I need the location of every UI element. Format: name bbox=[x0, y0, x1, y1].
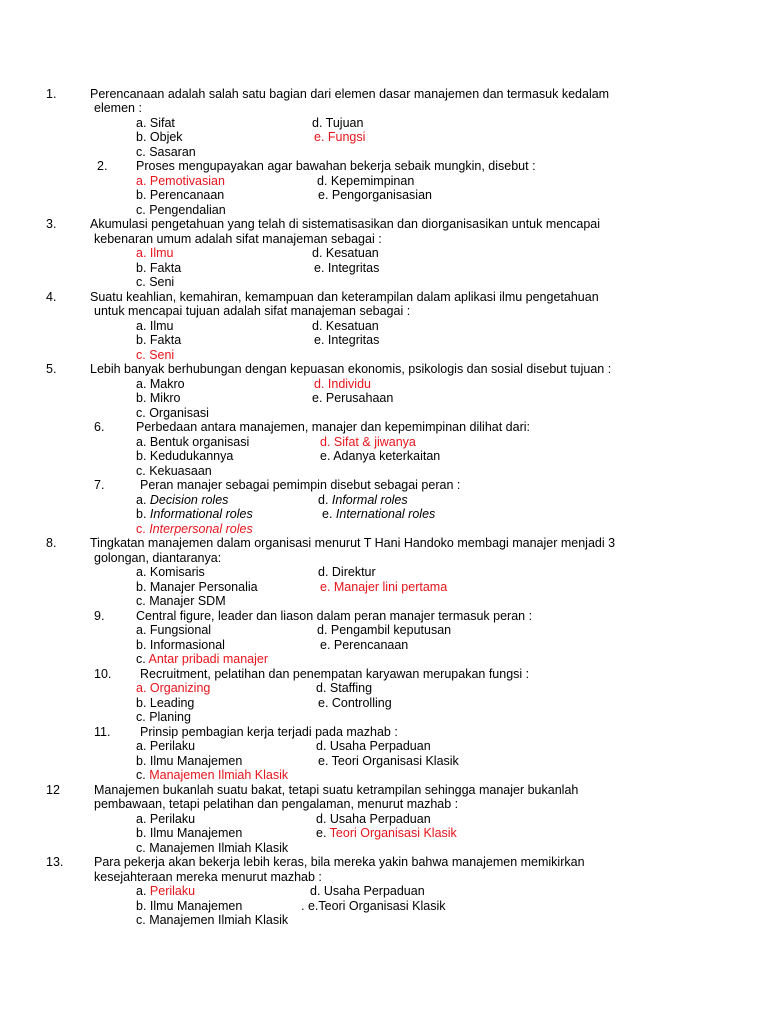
option-c: c. Pengendalian bbox=[136, 203, 226, 217]
question-number: 6. bbox=[94, 420, 105, 434]
option-b: b. Fakta bbox=[136, 333, 182, 347]
question-text: Manajemen bukanlah suatu bakat, tetapi suatu ketrampilan sehingga manajer bukanlah bbox=[94, 783, 579, 797]
option-d: d. Kepemimpinan bbox=[317, 174, 415, 188]
option-c: c. Sasaran bbox=[136, 145, 196, 159]
option-c-answer: c. Manajemen Ilmiah Klasik bbox=[136, 768, 289, 782]
question-number: 2. bbox=[97, 159, 108, 173]
question-text: Proses mengupayakan agar bawahan bekerja sebaik mungkin, disebut : bbox=[136, 159, 536, 173]
question-text: untuk mencapai tujuan adalah sifat manajeman sebagai : bbox=[94, 304, 411, 318]
option-e: e. Integritas bbox=[314, 333, 380, 347]
question-number: 7. bbox=[94, 478, 105, 492]
option-b: b. Mikro bbox=[136, 391, 181, 405]
option-a: a. Decision roles bbox=[136, 493, 229, 507]
option-d: d. Usaha Perpaduan bbox=[316, 812, 431, 826]
option-a: a. Bentuk organisasi bbox=[136, 435, 250, 449]
option-e-answer: e. Manajer lini pertama bbox=[320, 580, 448, 594]
option-b: b. Leading bbox=[136, 696, 195, 710]
option-d: d. Informal roles bbox=[318, 493, 408, 507]
question-number: 3. bbox=[46, 217, 57, 231]
option-d: d. Direktur bbox=[318, 565, 376, 579]
option-c: c. Manajemen Ilmiah Klasik bbox=[136, 913, 289, 927]
question-text: elemen : bbox=[94, 101, 142, 115]
option-d: d. Tujuan bbox=[312, 116, 364, 130]
option-c: c. Kekuasaan bbox=[136, 464, 212, 478]
option-e: e. Adanya keterkaitan bbox=[320, 449, 441, 463]
option-d: d. Pengambil keputusan bbox=[317, 623, 452, 637]
option-a: a. Ilmu bbox=[136, 319, 174, 333]
option-b: b. Perencanaan bbox=[136, 188, 225, 202]
question-text: Perencanaan adalah salah satu bagian dari elemen dasar manajemen dan termasuk kedalam bbox=[90, 87, 610, 101]
question-text: golongan, diantaranya: bbox=[94, 551, 222, 565]
option-d: d. Usaha Perpaduan bbox=[316, 739, 431, 753]
question-number: 4. bbox=[46, 290, 57, 304]
question-text: Peran manajer sebagai pemimpin disebut sebagai peran : bbox=[140, 478, 461, 492]
question-number: 11. bbox=[94, 725, 111, 739]
option-b: b. Ilmu Manajemen bbox=[136, 899, 243, 913]
option-e: e. Teori Organisasi Klasik bbox=[318, 754, 459, 768]
option-a: a. Fungsional bbox=[136, 623, 212, 637]
option-a: a. Perilaku bbox=[136, 812, 196, 826]
question-text: Tingkatan manajemen dalam organisasi menurut T Hani Handoko membagi manajer menjadi 3 bbox=[90, 536, 616, 550]
option-a-answer: a. Perilaku bbox=[136, 884, 196, 898]
option-a: a. Makro bbox=[136, 377, 185, 391]
option-e: e. Integritas bbox=[314, 261, 380, 275]
question-text: Para pekerja akan bekerja lebih keras, bila mereka yakin bahwa manajemen memikirkan bbox=[94, 855, 585, 869]
option-d: d. Kesatuan bbox=[312, 319, 379, 333]
option-b: b. Objek bbox=[136, 130, 183, 144]
option-b: b. Kedudukannya bbox=[136, 449, 234, 463]
option-b: b. Manajer Personalia bbox=[136, 580, 258, 594]
option-e-answer: e. Teori Organisasi Klasik bbox=[316, 826, 457, 840]
option-d: d. Kesatuan bbox=[312, 246, 379, 260]
option-c: c. Organisasi bbox=[136, 406, 209, 420]
question-text: pembawaan, tetapi pelatihan dan pengalaman, menurut mazhab : bbox=[94, 797, 459, 811]
option-e: e. Perusahaan bbox=[312, 391, 394, 405]
option-d: d. Usaha Perpaduan bbox=[310, 884, 425, 898]
question-text: Recruitment, pelatihan dan penempatan karyawan merupakan fungsi : bbox=[140, 667, 530, 681]
option-c: c. Seni bbox=[136, 275, 175, 289]
question-text: Lebih banyak berhubungan dengan kepuasan ekonomis, psikologis dan sosial disebut tujuan : bbox=[90, 362, 612, 376]
option-c: c. Manajemen Ilmiah Klasik bbox=[136, 841, 289, 855]
question-number: 12 bbox=[46, 783, 60, 797]
option-c: c. Manajer SDM bbox=[136, 594, 226, 608]
question-number: 8. bbox=[46, 536, 57, 550]
option-e: e. International roles bbox=[322, 507, 436, 521]
option-a: a. Komisaris bbox=[136, 565, 205, 579]
option-e: e. Controlling bbox=[318, 696, 392, 710]
option-b: b. Fakta bbox=[136, 261, 182, 275]
option-d: d. Staffing bbox=[316, 681, 373, 695]
option-e: . e.Teori Organisasi Klasik bbox=[301, 899, 446, 913]
question-number: 13. bbox=[46, 855, 64, 869]
question-text: kebenaran umum adalah sifat manajeman sebagai : bbox=[94, 232, 382, 246]
option-c: c. Planing bbox=[136, 710, 191, 724]
question-text: Akumulasi pengetahuan yang telah di sistematisasikan dan diorganisasikan untuk mencapai bbox=[90, 217, 601, 231]
option-b: b. Informational roles bbox=[136, 507, 253, 521]
option-b: b. Ilmu Manajemen bbox=[136, 826, 243, 840]
option-a-answer: a. Organizing bbox=[136, 681, 211, 695]
question-number: 9. bbox=[94, 609, 105, 623]
option-b: b. Informasional bbox=[136, 638, 225, 652]
option-d-answer: d. Individu bbox=[314, 377, 371, 391]
option-e-answer: e. Fungsi bbox=[314, 130, 366, 144]
question-number: 5. bbox=[46, 362, 57, 376]
option-a: a. Sifat bbox=[136, 116, 175, 130]
option-e: e. Perencanaan bbox=[320, 638, 409, 652]
question-text: Perbedaan antara manajemen, manajer dan kepemimpinan dilihat dari: bbox=[136, 420, 530, 434]
option-c-answer: c. Antar pribadi manajer bbox=[136, 652, 269, 666]
option-a-answer: a. Pemotivasian bbox=[136, 174, 225, 188]
question-text: Prinsip pembagian kerja terjadi pada mazhab : bbox=[140, 725, 398, 739]
question-text: Central figure, leader dan liason dalam peran manajer termasuk peran : bbox=[136, 609, 533, 623]
option-a-answer: a. Ilmu bbox=[136, 246, 174, 260]
question-number: 1. bbox=[46, 87, 57, 101]
question-text: kesejahteraan mereka menurut mazhab : bbox=[94, 870, 322, 884]
question-number: 10. bbox=[94, 667, 112, 681]
option-c-answer: c. Seni bbox=[136, 348, 175, 362]
question-text: Suatu keahlian, kemahiran, kemampuan dan keterampilan dalam aplikasi ilmu pengetahuan bbox=[90, 290, 599, 304]
option-c-answer: c. Interpersonal roles bbox=[136, 522, 253, 536]
option-b: b. Ilmu Manajemen bbox=[136, 754, 243, 768]
option-d-answer: d. Sifat & jiwanya bbox=[320, 435, 416, 449]
option-e: e. Pengorganisasian bbox=[318, 188, 432, 202]
option-a: a. Perilaku bbox=[136, 739, 196, 753]
